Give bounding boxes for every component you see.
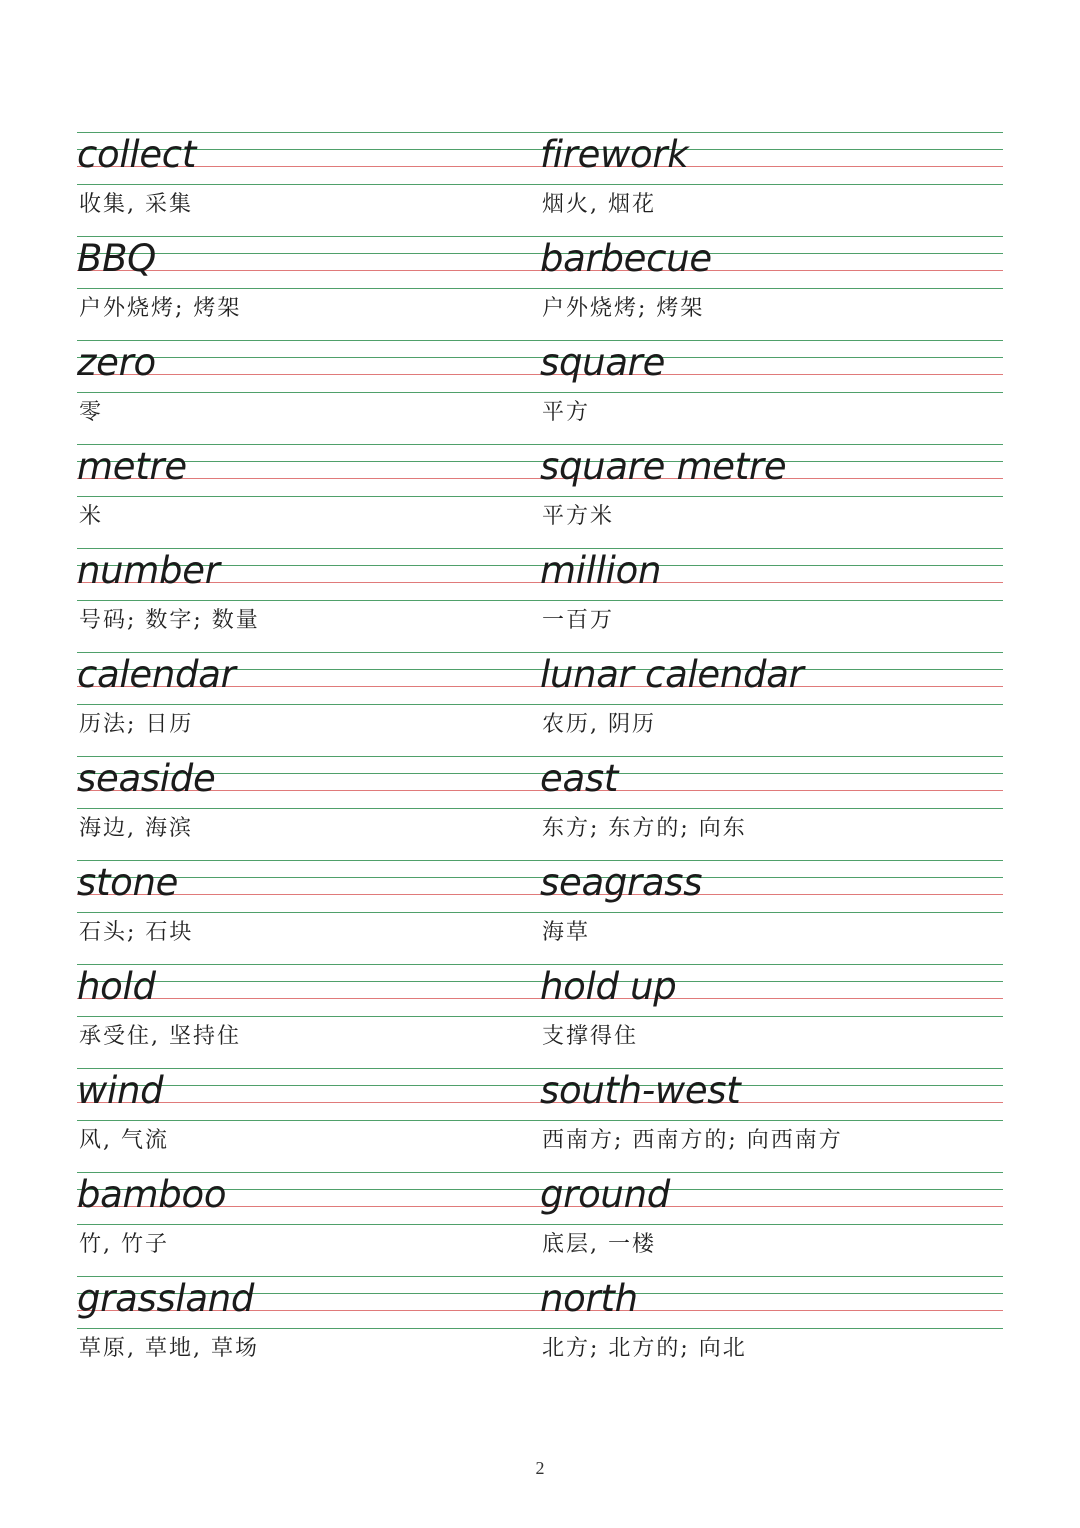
vocab-entry-left	[77, 548, 540, 652]
vocab-row	[77, 756, 1003, 860]
vocab-entry-left	[77, 340, 540, 444]
english-word: lunar calendar	[540, 653, 804, 696]
guide-rule-green	[540, 1120, 1003, 1121]
chinese-meaning: 草原, 草地, 草场	[79, 1336, 259, 1361]
chinese-meaning: 东方; 东方的; 向东	[542, 816, 747, 841]
vocab-row	[77, 860, 1003, 964]
vocab-entry-right	[540, 1172, 1003, 1276]
vocab-row	[77, 548, 1003, 652]
vocab-entry-left	[77, 1068, 540, 1172]
guide-rule-green	[540, 704, 1003, 705]
vocab-entry-right	[540, 1276, 1003, 1380]
guide-rule-green	[77, 912, 540, 913]
chinese-meaning: 石头; 石块	[79, 920, 194, 945]
guide-rule-green	[540, 496, 1003, 497]
english-word: bamboo	[77, 1173, 227, 1216]
chinese-meaning: 收集, 采集	[79, 192, 193, 217]
english-word: firework	[540, 133, 689, 176]
vocab-entry-right	[540, 548, 1003, 652]
vocab-entry-right	[540, 964, 1003, 1068]
english-word: east	[540, 757, 619, 800]
vocab-entry-left	[77, 132, 540, 236]
english-word: zero	[77, 341, 156, 384]
vocab-row	[77, 1068, 1003, 1172]
vocab-row	[77, 652, 1003, 756]
chinese-meaning: 支撑得住	[542, 1024, 639, 1049]
chinese-meaning: 米	[79, 504, 104, 529]
vocab-entry-left	[77, 444, 540, 548]
vocab-entry-right	[540, 132, 1003, 236]
vocab-entry-left	[77, 1276, 540, 1380]
guide-rule-green	[540, 912, 1003, 913]
guide-rule-green	[540, 1224, 1003, 1225]
vocab-entry-right	[540, 444, 1003, 548]
vocab-row	[77, 340, 1003, 444]
vocab-entry-right	[540, 756, 1003, 860]
chinese-meaning: 一百万	[542, 608, 615, 633]
guide-rule-green	[540, 288, 1003, 289]
chinese-meaning: 号码; 数字; 数量	[79, 608, 260, 633]
vocab-row	[77, 1172, 1003, 1276]
guide-rule-green	[540, 808, 1003, 809]
guide-rule-green	[77, 1120, 540, 1121]
english-word: collect	[77, 133, 197, 176]
chinese-meaning: 户外烧烤; 烤架	[542, 296, 705, 321]
vocab-entry-left	[77, 236, 540, 340]
english-word: seaside	[77, 757, 216, 800]
chinese-meaning: 海边, 海滨	[79, 816, 193, 841]
vocab-entry-right	[540, 236, 1003, 340]
english-word: barbecue	[540, 237, 712, 280]
english-word: square	[540, 341, 666, 384]
vocab-entry-left	[77, 756, 540, 860]
vocab-entry-right	[540, 1068, 1003, 1172]
chinese-meaning: 农历, 阴历	[542, 712, 656, 737]
guide-rule-green	[77, 496, 540, 497]
english-word: metre	[77, 445, 187, 488]
chinese-meaning: 历法; 日历	[79, 712, 194, 737]
guide-rule-green	[77, 1016, 540, 1017]
english-word: south-west	[540, 1069, 741, 1112]
english-word: seagrass	[540, 861, 703, 904]
chinese-meaning: 平方米	[542, 504, 615, 529]
guide-rule-green	[540, 600, 1003, 601]
english-word: calendar	[77, 653, 236, 696]
english-word: number	[77, 549, 220, 592]
guide-rule-green	[77, 1224, 540, 1225]
guide-rule-green	[540, 184, 1003, 185]
chinese-meaning: 风, 气流	[79, 1128, 169, 1153]
page-number: 2	[535, 1458, 545, 1478]
guide-rule-green	[540, 1328, 1003, 1329]
guide-rule-green	[540, 392, 1003, 393]
vocab-row	[77, 132, 1003, 236]
vocab-row	[77, 964, 1003, 1068]
english-word: square metre	[540, 445, 787, 488]
chinese-meaning: 竹, 竹子	[79, 1232, 169, 1257]
chinese-meaning: 烟火, 烟花	[542, 192, 656, 217]
english-word: grassland	[77, 1277, 255, 1320]
guide-rule-green	[77, 288, 540, 289]
english-word: hold	[77, 965, 156, 1008]
vocab-row	[77, 236, 1003, 340]
vocab-entry-left	[77, 860, 540, 964]
vocab-row	[77, 444, 1003, 548]
guide-rule-green	[77, 600, 540, 601]
guide-rule-green	[540, 1016, 1003, 1017]
vocab-entry-right	[540, 652, 1003, 756]
vocab-entry-left	[77, 652, 540, 756]
vocab-row	[77, 1276, 1003, 1380]
vocab-entry-left	[77, 1172, 540, 1276]
chinese-meaning: 平方	[542, 400, 591, 425]
guide-rule-green	[77, 1328, 540, 1329]
chinese-meaning: 海草	[542, 920, 591, 945]
chinese-meaning: 承受住, 坚持住	[79, 1024, 241, 1049]
guide-rule-green	[77, 808, 540, 809]
english-word: million	[540, 549, 662, 592]
chinese-meaning: 北方; 北方的; 向北	[542, 1336, 747, 1361]
vocab-entry-left	[77, 964, 540, 1068]
guide-rule-green	[77, 392, 540, 393]
vocab-entry-right	[540, 340, 1003, 444]
english-word: hold up	[540, 965, 677, 1008]
english-word: ground	[540, 1173, 670, 1216]
english-word: north	[540, 1277, 638, 1320]
chinese-meaning: 零	[79, 400, 104, 425]
chinese-meaning: 户外烧烤; 烤架	[79, 296, 242, 321]
english-word: wind	[77, 1069, 164, 1112]
guide-rule-green	[77, 184, 540, 185]
guide-rule-green	[77, 704, 540, 705]
english-word: stone	[77, 861, 179, 904]
english-word: BBQ	[77, 237, 156, 280]
vocab-entry-right	[540, 860, 1003, 964]
chinese-meaning: 底层, 一楼	[542, 1232, 656, 1257]
vocabulary-sheet	[77, 132, 1003, 1380]
chinese-meaning: 西南方; 西南方的; 向西南方	[542, 1128, 843, 1153]
